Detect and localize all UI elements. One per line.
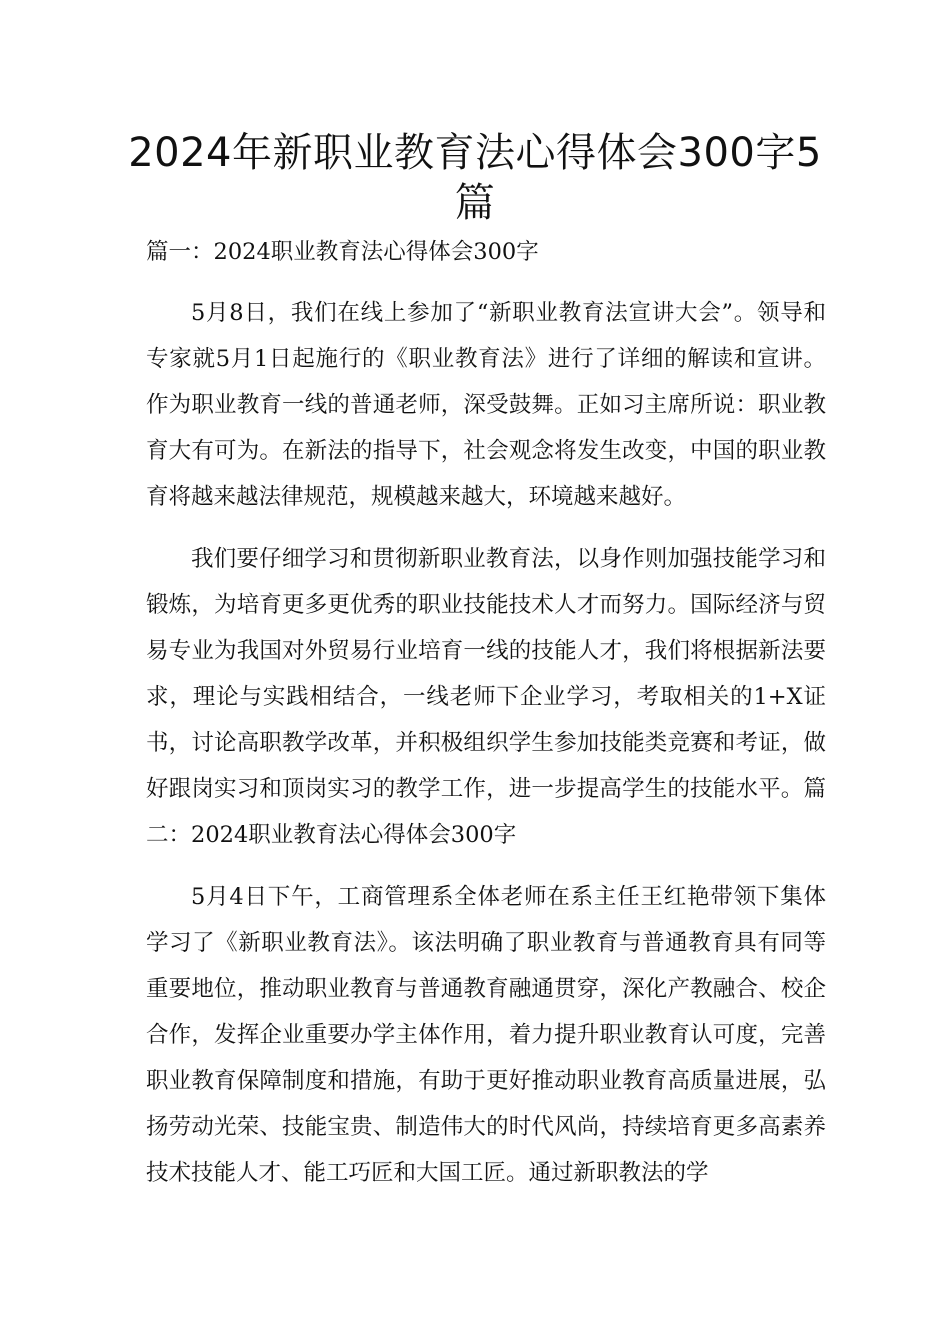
- section-heading-1: 篇一：2024职业教育法心得体会300字: [146, 239, 539, 265]
- paragraph-1: 5月8日，我们在线上参加了“新职业教育法宣讲大会”。领导和专家就5月1日起施行的《职业教育法》进行了详细的解读和宣讲。作为职业教育一线的普通老师，深受鼓舞。正如习主席所说：职业教育大有可为。在新法的指导下，社会观念将发生改变，中国的职业教育将越来越法律规范，规模越来越大，环境越来越好。: [146, 300, 826, 510]
- document-body: [146, 232, 826, 1196]
- paragraph-2: [146, 536, 826, 858]
- paragraph-2-text: 我们要仔细学习和贯彻新职业教育法，以身作则加强技能学习和锻炼，为培育更多更优秀的职业技能技术人才而努力。国际经济与贸易专业为我国对外贸易行业培育一线的技能人才，我们将根据新法要求，理论与实践相结合，一线老师下企业学习，考取相关的1+X证书，讨论高职教学改革，并积极组织学生参加技能类竞赛和考证，做好跟岗实习和顶岗实习的教学工作，进一步提高学生的技能水平。: [146, 546, 826, 802]
- section-heading-2: 篇二：2024职业教育法心得体会300字: [146, 776, 826, 848]
- paragraph-3: 5月4日下午，工商管理系全体老师在系主任王红艳带领下集体学习了《新职业教育法》。该法明确了职业教育与普通教育具有同等重要地位，推动职业教育与普通教育融通贯穿，深化产教融合、校企合作，发挥企业重要办学主体作用，着力提升职业教育认可度，完善职业教育保障制度和措施，有助于更好推动职业教育高质量进展，弘扬劳动光荣、技能宝贵、制造伟大的时代风尚，持续培育更多高素养技术技能人才、能工巧匠和大国工匠。通过新职教法的学: [146, 884, 826, 1186]
- document-title: 2024年新职业教育法心得体会300字5篇: [128, 130, 822, 226]
